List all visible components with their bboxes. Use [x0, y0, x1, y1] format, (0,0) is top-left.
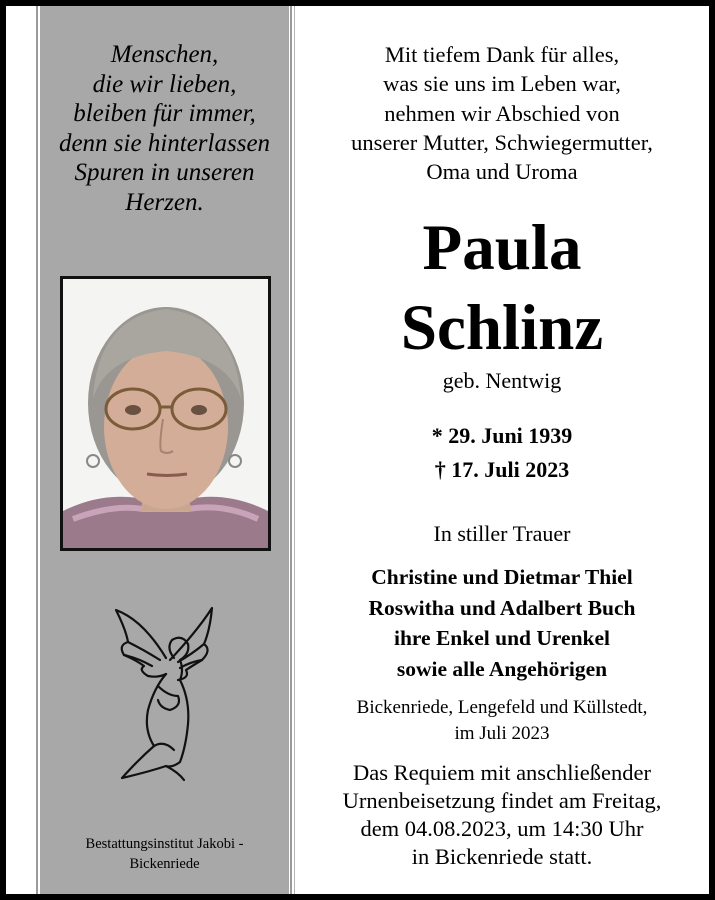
angel-icon [108, 600, 218, 790]
intro-line: Mit tiefem Dank für alles, [384, 42, 620, 67]
place-line: Bickenriede, Lengefeld und Küllstedt, [356, 697, 648, 718]
deceased-name [296, 208, 708, 368]
requiem-line: in Bickenriede statt. [411, 844, 593, 869]
quote-line: Menschen, [110, 41, 219, 68]
sidebar-divider [36, 6, 38, 894]
death-date: † 17. Juli 2023 [434, 457, 570, 482]
requiem-line: Das Requiem mit anschließender [352, 760, 652, 785]
first-name: Paula [422, 212, 582, 284]
life-dates [296, 419, 708, 487]
date-line: im Juli 2023 [454, 723, 550, 744]
portrait-photo [60, 276, 271, 551]
funeral-home-credit [40, 834, 289, 874]
intro-line: unserer Mutter, Schwiegermutter, [351, 129, 653, 155]
mourner-line: Christine und Dietmar Thiel [371, 565, 633, 589]
sidebar-divider [290, 6, 292, 894]
intro-text [296, 40, 708, 186]
mourning-label: In stiller Trauer [433, 521, 571, 546]
mourners-list [296, 562, 708, 684]
quote-line: Herzen. [125, 188, 204, 216]
memorial-quote [40, 40, 289, 217]
place-and-date [296, 695, 708, 747]
birth-date: * 29. Juni 1939 [431, 423, 573, 448]
intro-line: was sie uns im Leben war, [383, 71, 621, 97]
quote-line: die wir lieben, [92, 70, 237, 98]
last-name: Schlinz [400, 292, 604, 364]
mourner-line: ihre Enkel und Urenkel [393, 626, 611, 650]
sidebar-divider [294, 6, 295, 894]
maiden-name: geb. Nentwig [442, 368, 562, 393]
funeral-home-line: Bickenriede [129, 856, 200, 872]
funeral-home-line: Bestattungsinstitut Jakobi - [85, 836, 244, 852]
intro-line: Oma und Uroma [426, 159, 578, 185]
quote-line: denn sie hinterlassen [58, 129, 271, 157]
requiem-line: dem 04.08.2023, um 14:30 Uhr [360, 816, 644, 841]
quote-line: Spuren in unseren [74, 159, 255, 186]
quote-line: bleiben für immer, [73, 100, 256, 127]
mourner-line: sowie alle Angehörigen [396, 656, 608, 681]
requiem-line: Urnenbeisetzung findet am Freitag, [342, 788, 662, 813]
mourner-line: Roswitha und Adalbert Buch [368, 595, 636, 620]
intro-line: nehmen wir Abschied von [384, 100, 620, 126]
requiem-notice [296, 759, 708, 871]
